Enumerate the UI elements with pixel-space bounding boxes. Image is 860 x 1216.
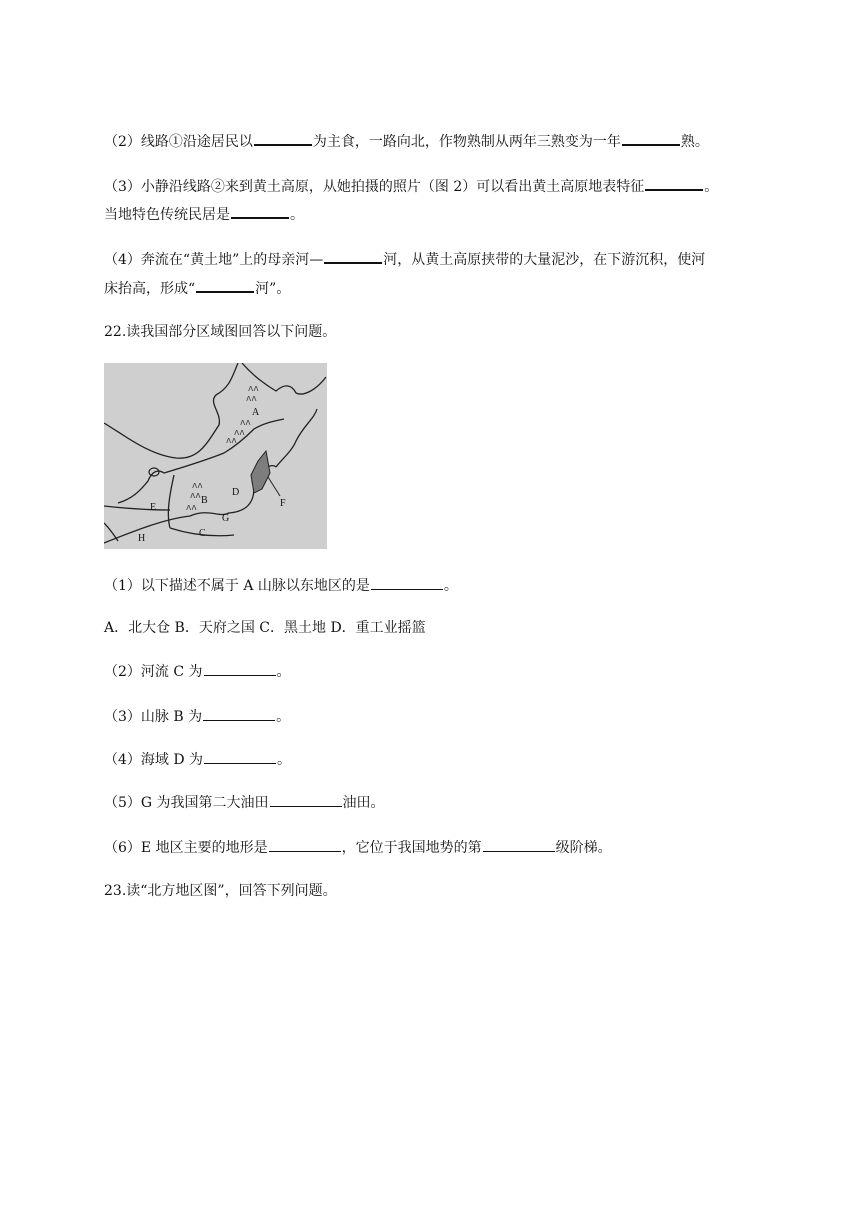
answer-blank[interactable] [645,175,703,191]
mountain-symbol: ᴧᴧ [246,394,257,404]
answer-blank[interactable] [269,837,341,852]
mountain-symbol: ᴧᴧ [192,481,203,491]
q21-part2: （2）线路①沿途居民以 为主食，一路向北，作物熟制从两年三熟变为一年 熟。 [104,130,760,152]
q21-part3-line2: 当地特色传统民居是 。 [104,203,760,225]
q22-options: A．北大仓 B．天府之国 C．黑土地 D．重工业摇篮 [104,620,426,636]
answer-blank[interactable] [204,661,276,676]
map-label-c: C [199,528,206,539]
answer-blank[interactable] [204,749,276,764]
q21-part3-line1: （3）小静沿线路②来到黄土高原，从她拍摄的照片（图 2）可以看出黄土高原地表特征 。 [104,175,760,197]
q23-title: 23.读“北方地区图”，回答下列问题。 [104,883,337,899]
map-label-a: A [252,407,260,418]
region-map [104,363,327,549]
answer-blank[interactable] [196,277,254,293]
answer-blank[interactable] [622,130,680,146]
q21-part4-line1: （4）奔流在“黄土地”上的母亲河— 河，从黄土高原挟带的大量泥沙，在下游沉积，使河 [104,248,760,270]
q22-sub1: （1）以下描述不属于 A 山脉以东地区的是 。 [104,575,760,596]
map-label-g: G [222,513,230,524]
map-label-e: E [150,502,157,513]
mountain-symbol: ᴧᴧ [186,503,197,513]
answer-blank[interactable] [254,130,312,146]
map-label-d: D [232,487,240,498]
q22-sub4: （4）海域 D 为 。 [104,749,760,770]
mountain-symbol: ᴧᴧ [240,418,251,428]
q22-sub6: （6）E 地区主要的地形是 ，它位于我国地势的第 级阶梯。 [104,837,760,858]
mountain-symbol: ᴧᴧ [234,428,245,438]
q22-title: 22.读我国部分区域图回答以下问题。 [104,324,337,340]
map-label-f: F [280,498,286,509]
mountain-symbol: ᴧᴧ [248,384,259,394]
answer-blank[interactable] [483,837,555,852]
q22-sub2: （2）河流 C 为 。 [104,661,760,682]
map-label-b: B [201,495,208,506]
answer-blank[interactable] [231,203,289,219]
q22-sub5: （5）G 为我国第二大油田 油田。 [104,792,760,813]
answer-blank[interactable] [371,575,443,590]
mountain-symbol: ᴧᴧ [226,436,237,446]
answer-blank[interactable] [270,792,342,807]
q22-sub3: （3）山脉 B 为 。 [104,706,760,727]
map-label-h: H [138,533,146,544]
mountain-symbol: ᴧᴧ [190,491,201,501]
answer-blank[interactable] [203,706,275,721]
q21-part4-line2: 床抬高，形成“ 河”。 [104,277,760,299]
answer-blank[interactable] [324,248,382,264]
